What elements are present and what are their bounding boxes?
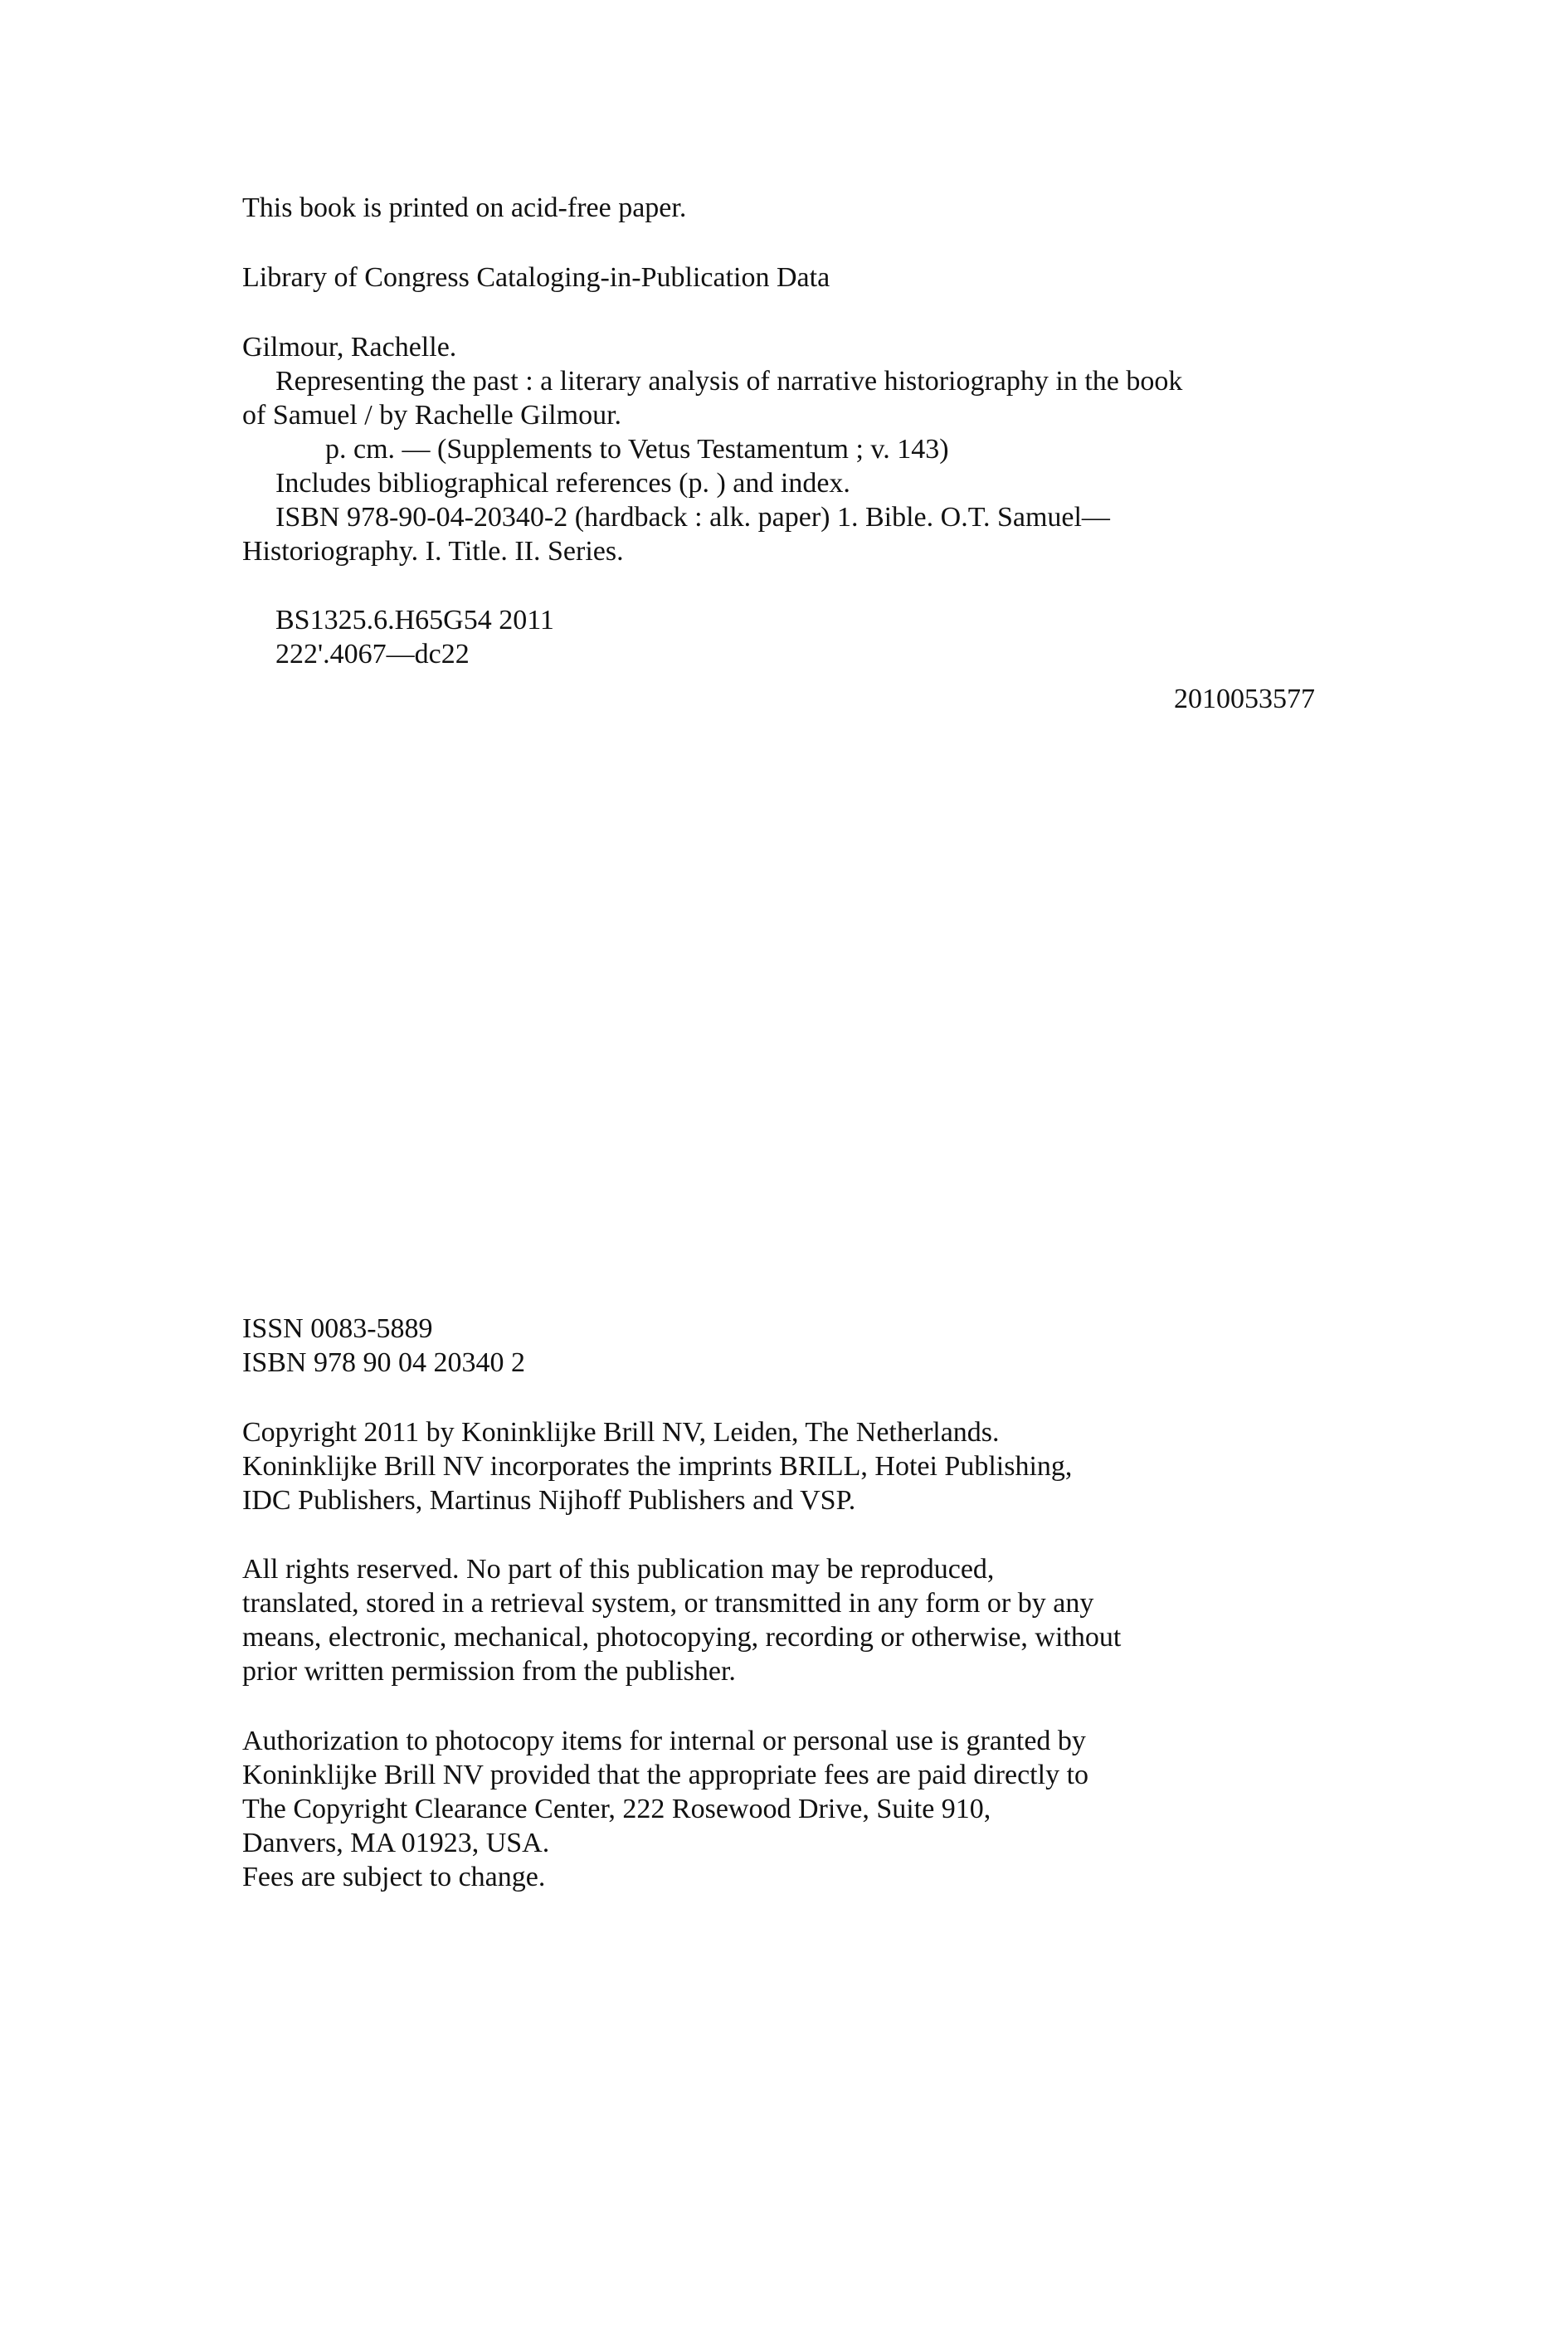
isbn: ISBN 978 90 04 20340 2 [242,1347,525,1378]
authorization-line-1: Authorization to photocopy items for internal or personal use is granted by [242,1726,1086,1756]
cip-isbn-line-2: Historiography. I. Title. II. Series. [242,536,624,567]
rights-line-3: means, electronic, mechanical, photocopying, recording or otherwise, without [242,1622,1122,1653]
authorization-line-5: Fees are subject to change. [242,1862,546,1892]
issn: ISSN 0083-5889 [242,1313,433,1344]
rights-line-4: prior written permission from the publisher. [242,1656,736,1687]
authorization-line-3: The Copyright Clearance Center, 222 Rosewood Drive, Suite 910, [242,1794,991,1824]
copyright-line-1: Copyright 2011 by Koninklijke Brill NV, Leiden, The Netherlands. [242,1417,1000,1448]
copyright-line-2: Koninklijke Brill NV incorporates the imprints BRILL, Hotei Publishing, [242,1451,1073,1482]
authorization-line-2: Koninklijke Brill NV provided that the appropriate fees are paid directly to [242,1760,1089,1790]
cip-title-line-1: Representing the past : a literary analysis of narrative historiography in the book [275,366,1183,397]
cip-series-line: p. cm. — (Supplements to Vetus Testamentum ; v. 143) [325,434,949,465]
acid-free-note: This book is printed on acid-free paper. [242,192,687,223]
cip-dewey-class: 222'.4067—dc22 [275,639,470,670]
authorization-line-4: Danvers, MA 01923, USA. [242,1828,550,1858]
cip-lccn: 2010053577 [1174,684,1315,714]
cip-lc-class: BS1325.6.H65G54 2011 [275,605,554,635]
cip-author: Gilmour, Rachelle. [242,332,457,363]
cip-isbn-line-1: ISBN 978-90-04-20340-2 (hardback : alk. paper) 1. Bible. O.T. Samuel— [275,502,1110,533]
cip-heading: Library of Congress Cataloging-in-Publication Data [242,262,830,293]
cip-bibliography-line: Includes bibliographical references (p. ) and index. [275,468,850,499]
copyright-line-3: IDC Publishers, Martinus Nijhoff Publishers and VSP. [242,1485,856,1516]
cip-title-line-2: of Samuel / by Rachelle Gilmour. [242,400,622,431]
rights-line-2: translated, stored in a retrieval system, or transmitted in any form or by any [242,1588,1094,1619]
rights-line-1: All rights reserved. No part of this publication may be reproduced, [242,1554,995,1585]
